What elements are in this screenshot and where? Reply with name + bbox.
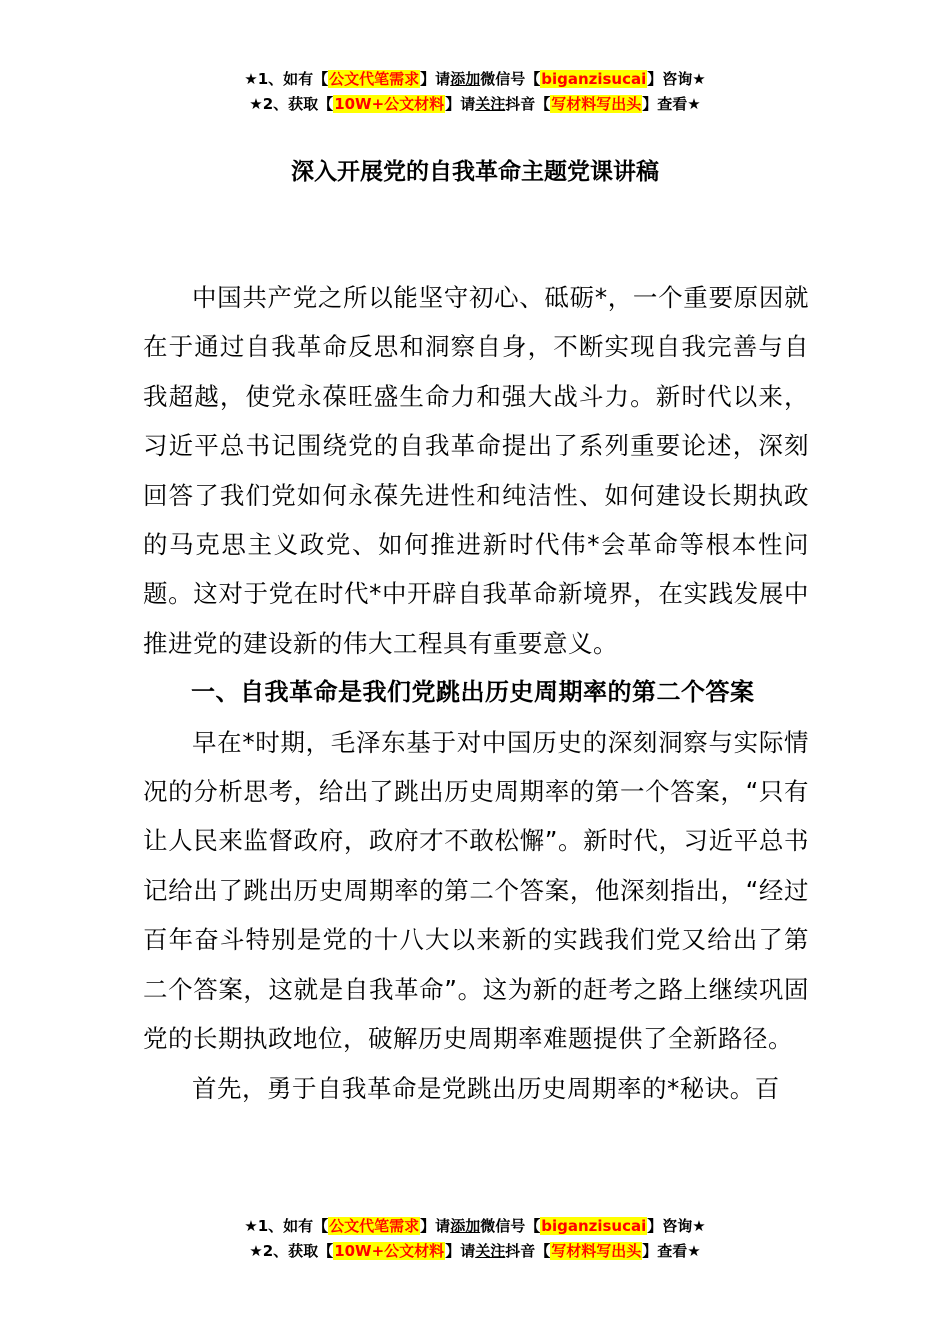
banner-text: ★1、如有【 bbox=[244, 1217, 329, 1235]
highlight-materials: 10W+公文材料 bbox=[334, 1242, 445, 1260]
highlight-douyin-id: 写材料写出头 bbox=[551, 1242, 642, 1260]
banner-text: 】查看★ bbox=[642, 1242, 701, 1260]
banner-text: 】咨询★ bbox=[647, 1217, 706, 1235]
banner-text: ★2、获取【 bbox=[249, 1242, 334, 1260]
banner-line-1 bbox=[0, 1214, 950, 1239]
underlined-text: 添加 bbox=[450, 1217, 481, 1235]
banner-text: ★2、获取【 bbox=[249, 95, 334, 113]
underlined-text: 关注 bbox=[475, 95, 506, 113]
body-paragraph: 首先，勇于自我革命是党跳出历史周期率的*秘诀。百 bbox=[192, 1073, 780, 1103]
document-body bbox=[143, 273, 809, 1113]
body-paragraph: 早在*时期，毛泽东基于对中国历史的深刻洞察与实际情况的分析思考，给出了跳出历史周期率的第一个答案，“只有让人民来监督政府，政府才不敢松懈”。新时代，习近平总书记给出了跳出历史周期率的第二个答案，他深刻指出，“经过百年奋斗特别是党的十八大以来新的实践我们党又给出了第二个答案，这就是自我革命”。这为新的赶考之路上继续巩固党的长期执政地位，破解历史周期率难题提供了全新路径。 bbox=[143, 727, 809, 1054]
highlight-wechat-id: biganzisucai bbox=[541, 1217, 647, 1235]
highlight-douyin-id: 写材料写出头 bbox=[551, 95, 642, 113]
highlight-service: 公文代笔需求 bbox=[329, 1217, 420, 1235]
header-banner bbox=[0, 67, 950, 117]
banner-text: 抖音【 bbox=[505, 95, 551, 113]
banner-text: 】请 bbox=[420, 1217, 451, 1235]
banner-line-2 bbox=[0, 1239, 950, 1264]
highlight-materials: 10W+公文材料 bbox=[334, 95, 445, 113]
banner-line-2 bbox=[0, 92, 950, 117]
banner-line-1 bbox=[0, 67, 950, 92]
highlight-service: 公文代笔需求 bbox=[329, 70, 420, 88]
footer-banner bbox=[0, 1214, 950, 1264]
underlined-text: 关注 bbox=[475, 1242, 506, 1260]
underlined-text: 添加 bbox=[450, 70, 481, 88]
banner-text: 抖音【 bbox=[505, 1242, 551, 1260]
highlight-wechat-id: biganzisucai bbox=[541, 70, 647, 88]
banner-text: 】查看★ bbox=[642, 95, 701, 113]
section-heading: 一、自我革命是我们党跳出历史周期率的第二个答案 bbox=[191, 678, 755, 707]
banner-text: 】请 bbox=[445, 95, 476, 113]
banner-text: ★1、如有【 bbox=[244, 70, 329, 88]
banner-text: 】请 bbox=[420, 70, 451, 88]
banner-text: 】请 bbox=[445, 1242, 476, 1260]
banner-text: 微信号【 bbox=[480, 70, 541, 88]
banner-text: 】咨询★ bbox=[647, 70, 706, 88]
body-paragraph: 中国共产党之所以能坚守初心、砥砺*，一个重要原因就在于通过自我革命反思和洞察自身，不断实现自我完善与自我超越，使党永葆旺盛生命力和强大战斗力。新时代以来，习近平总书记围绕党的自我革命提出了系列重要论述，深刻回答了我们党如何永葆先进性和纯洁性、如何建设长期执政的马克思主义政党、如何推进新时代伟*会革命等根本性问题。这对于党在时代*中开辟自我革命新境界，在实践发展中推进党的建设新的伟大工程具有重要意义。 bbox=[143, 283, 809, 658]
document-title: 深入开展党的自我革命主题党课讲稿 bbox=[291, 159, 659, 185]
banner-text: 微信号【 bbox=[480, 1217, 541, 1235]
